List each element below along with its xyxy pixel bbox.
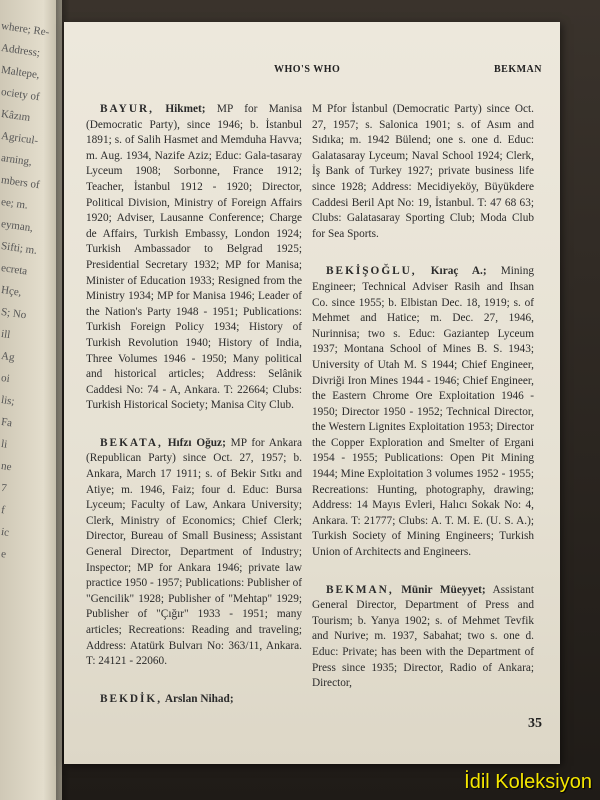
left-page-text-fragment: S; No (0, 306, 28, 322)
watermark: İdil Koleksiyon (464, 771, 592, 793)
left-page-text-fragment: ee; m. (0, 196, 29, 212)
entry-given-name: Münir Müeyyet; (401, 583, 486, 596)
left-page-text-fragment: Agricul- (0, 130, 39, 148)
page-number: 35 (528, 716, 542, 731)
biography-entry (312, 583, 534, 692)
biography-entry (86, 692, 302, 708)
left-page-text-fragment: Address; (0, 42, 41, 60)
previous-page-edge (0, 0, 62, 800)
left-page-text-fragment: ic (0, 526, 10, 539)
left-page-text-fragment: Sifti; m. (0, 240, 38, 257)
running-header (64, 64, 560, 80)
entry-surname: BEKDİK, (100, 692, 163, 705)
left-page-text-fragment: ne (0, 460, 13, 474)
left-page-text-fragment: oi (0, 372, 11, 386)
entry-given-name: Hikmet; (165, 103, 206, 115)
biography-entry (86, 436, 302, 670)
left-page-text-fragment: lis; (0, 394, 16, 408)
left-page-text-fragment: Maltepe, (0, 64, 41, 82)
left-page-text-fragment: f (0, 504, 6, 517)
entry-given-name: Kıraç A.; (430, 265, 487, 278)
left-column (86, 102, 302, 729)
entry-surname: BAYUR, (100, 103, 154, 115)
left-page-text-fragment: 7 (0, 482, 8, 495)
left-page-text-fragment: ill (0, 328, 12, 342)
header-guide-word: BEKMAN (494, 64, 542, 75)
left-page-text-fragment: Ag (0, 350, 16, 364)
left-page-text-fragment: mbers of (0, 174, 41, 192)
biography-entry (312, 264, 534, 560)
entry-given-name: Hıfzı Oğuz; (167, 436, 226, 449)
left-page-text-fragment: e (0, 548, 7, 561)
book-page (64, 22, 560, 764)
entry-surname: BEKATA, (100, 436, 163, 449)
left-page-text-fragment: arning, (0, 152, 33, 169)
left-page-text-fragment: where; Re- (0, 20, 51, 39)
entry-body: M Pfor İstanbul (Democratic Party) since Oct. 27, 1957; s. Salonica 1901; s. of Asım and Sıdıka; m. 1942 Bülend; one s. one d. Educ: Galatasaray Lyceum; Naval School 1924; Clerk, İş Bank of Turkey 1927; private business life since 1928; Address: Mecidiyeköy, Büyükdere Caddesi Beril Apt No: 19, İstanbul. T: 47 68 63; Clubs: Galatasaray Sporting Club; Moda Club for Sea Sports. (312, 103, 534, 240)
entry-surname: BEKMAN, (326, 583, 394, 596)
left-page-text-fragment: Kâzım (0, 108, 32, 124)
header-title: WHO'S WHO (274, 64, 341, 75)
left-page-text-fragment: li (0, 438, 9, 451)
entry-body: Mining Engineer; Technical Adviser Rasih and Ihsan Co. since 1955; b. Elbistan Dec. 18, 1919; s. of Mehmet and Hatice; m. Dec. 27, 1946, Nurinnisa; two s. Educ: Gaziantep Lyceum 1937; Montana School of Mines B. S. 1943; University of Utah M. S 1944; Chief Engineer, Divriği Iron Mines 1944 - 1946; Chief Engineer, the Eastern Chrome Ore Exploitation 1946 - 1950; Director 1950 - 1952; Technical Director, the Western Lignites Exploitation 1953; Director the Copper Exploration and Smelter of Ergani 1954 - 1955; Publications: Open Pit Mining 1944; Mine Exploitation 3 volumes 1952 - 1955; Recreations: Hunting, photography, drawing; Address: 14 Mayıs Evleri, Halıcı Sokak No: 4, Ankara. T: 21777; Clubs: A. T. M. E. (U. S. A.); Turkish Society of Mining Engineers; Turkish Union of Architects and Engineers. (312, 265, 534, 559)
entry-body: MP for Manisa (Democratic Party), since 1946; b. İstanbul 1891; s. of Salih Hasmet and Memduha Havva; m. Aug. 1934, Nazife Aziz; Educ: Gala-tasaray Lyceum 1908; Sorbonne, France 1912; Teacher, İstanbul 1912 - 1920; Director, Political Division, Ministry of Foreign Affairs 1920; Adviser, Lausanne Conference; Charge de Affairs, Turkish Embassy, London 1924; Turkish Ambassador to Belgrad 1925; Presidential Secretary 1932; MP for Manisa; Minister of Education 1933; Resigned from the Ministry 1934; MP for Manisa 1946; Leader of the Nation's Party 1948 - 1951; Publications: Turkish Foreign Policy 1934; History of Turkish Revolution 1940; History of India, Three Volumes 1946 - 1950; Many political and historical articles; Address: Selânik Caddesi No: 74 - A, Ankara. T: 22664; Clubs: Turkish Historical Society; Manisa City Club. (86, 103, 303, 412)
entry-body: MP for Ankara (Republican Party) since Oct. 27, 1957; b. Ankara, March 17 1911; s. of Bekir Sıtkı and Atiye; m. 1946, Faiz; four d. Educ: Bursa Lyceum; Faculty of Law, Ankara University; Clerk, Ministry of Economics; Chief Clerk; Director, Bureau of Small Business; Assistant General Director, Department of Industry; Inspector; MP for Ankara 1946; private law practice 1950 - 1957; Publications: Publisher of "Gencilik" 1928; Publisher of "Mehtap" 1929; Publisher of "Çığır" 1933 - 1951; many articles; Recreations: Reading and traveling; Address: Atatürk Bulvarı No: 363/11, Ankara. T: 24121 - 22060. (86, 436, 302, 668)
left-page-text-fragment: ecreta (0, 262, 28, 278)
biography-entry (86, 102, 302, 414)
left-page-text-fragment: ociety of (0, 86, 41, 104)
left-page-text-fragment: Hçe, (0, 284, 23, 299)
right-column (312, 102, 534, 714)
left-page-text-fragment: eyman, (0, 218, 34, 235)
entry-body: Assistant General Director, Department of Press and Tourism; b. Yanya 1902; s. of Mehmet Tevfik and Nurive; m. 1937, Sabahat; two s. one d. Educ: Private; has been with the Department of Press since 1935; Director, Radio of Ankara; Director, (312, 583, 534, 690)
entry-surname: BEKİŞOĞLU, (326, 265, 417, 278)
entry-given-name: Arslan Nihad; (164, 692, 234, 705)
biography-entry (312, 102, 534, 242)
left-page-text-fragment: Fa (0, 416, 13, 430)
